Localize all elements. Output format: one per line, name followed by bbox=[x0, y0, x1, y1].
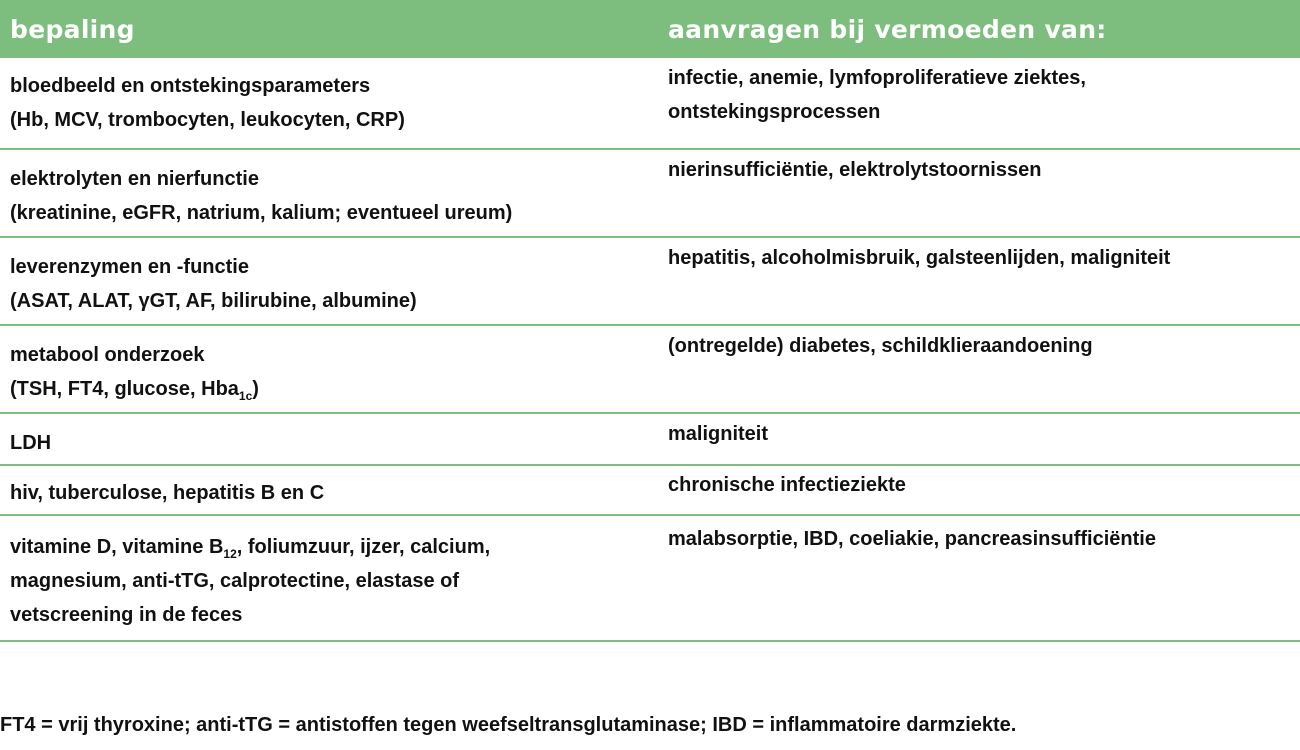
indication-cell bbox=[668, 417, 1300, 464]
test-cell bbox=[0, 69, 668, 148]
test-text: leverenzymen en -functie bbox=[10, 256, 249, 278]
indication-text: hepatitis, alcoholmisbruik, galsteenlijden, maligniteit bbox=[668, 247, 1171, 269]
header-test-column: bepaling bbox=[10, 14, 135, 44]
test-text: (TSH, FT4, glucose, Hba bbox=[10, 378, 239, 400]
test-text: (Hb, MCV, trombocyten, leukocyten, CRP) bbox=[10, 109, 405, 131]
indication-text: ontstekingsprocessen bbox=[668, 101, 881, 123]
test-cell bbox=[0, 426, 668, 464]
indication-text: infectie, anemie, lymfoproliferatieve ziektes, bbox=[668, 67, 1086, 89]
test-text: elektrolyten en nierfunctie bbox=[10, 168, 259, 190]
test-text: hiv, tuberculose, hepatitis B en C bbox=[10, 482, 325, 504]
subscript: 12 bbox=[223, 547, 237, 561]
test-text: metabool onderzoek bbox=[10, 344, 205, 366]
table-row bbox=[0, 516, 1300, 642]
test-text: , foliumzuur, ijzer, calcium, bbox=[236, 536, 491, 558]
test-text: (kreatinine, eGFR, natrium, kalium; eventueel ureum) bbox=[10, 202, 513, 224]
table-row bbox=[0, 414, 1300, 466]
test-text: (ASAT, ALAT, γGT, AF, bilirubine, albumine) bbox=[10, 290, 417, 312]
table-row bbox=[0, 150, 1300, 238]
indication-cell bbox=[668, 329, 1300, 412]
test-text: vitamine D, vitamine B bbox=[10, 536, 224, 558]
test-text: bloedbeeld en ontstekingsparameters bbox=[10, 75, 371, 97]
indication-cell bbox=[668, 522, 1300, 640]
table-row bbox=[0, 238, 1300, 326]
indication-text: malabsorptie, IBD, coeliakie, pancreasinsufficiëntie bbox=[668, 528, 1156, 550]
test-cell bbox=[0, 476, 668, 514]
indication-cell bbox=[668, 468, 1300, 514]
indication-text: chronische infectieziekte bbox=[668, 474, 906, 496]
indication-text: nierinsufficiëntie, elektrolytstoornissen bbox=[668, 159, 1042, 181]
test-text-with-subscript bbox=[10, 530, 668, 564]
test-cell bbox=[0, 162, 668, 236]
test-cell bbox=[0, 338, 668, 412]
test-cell bbox=[0, 530, 668, 640]
indication-cell bbox=[668, 241, 1300, 324]
test-text-with-subscript bbox=[10, 372, 668, 406]
indication-cell bbox=[668, 61, 1300, 148]
table-row bbox=[0, 466, 1300, 516]
header-indication-column: aanvragen bij vermoeden van: bbox=[668, 14, 1107, 44]
subscript: 1c bbox=[238, 389, 253, 403]
table-row bbox=[0, 326, 1300, 414]
test-text: vetscreening in de feces bbox=[10, 604, 243, 626]
test-text: ) bbox=[252, 378, 259, 400]
test-text: LDH bbox=[10, 432, 52, 454]
indication-text: maligniteit bbox=[668, 423, 769, 445]
footnote: FT4 = vrij thyroxine; anti-tTG = antistoffen tegen weefseltransglutaminase; IBD = inflammatoire darmziekte. bbox=[0, 714, 1017, 736]
indication-text: (ontregelde) diabetes, schildklieraandoening bbox=[668, 335, 1093, 357]
indication-cell bbox=[668, 153, 1300, 236]
test-cell bbox=[0, 250, 668, 324]
table-row bbox=[0, 58, 1300, 150]
test-text: magnesium, anti-tTG, calprotectine, elastase of bbox=[10, 570, 460, 592]
table-header bbox=[0, 0, 1300, 58]
